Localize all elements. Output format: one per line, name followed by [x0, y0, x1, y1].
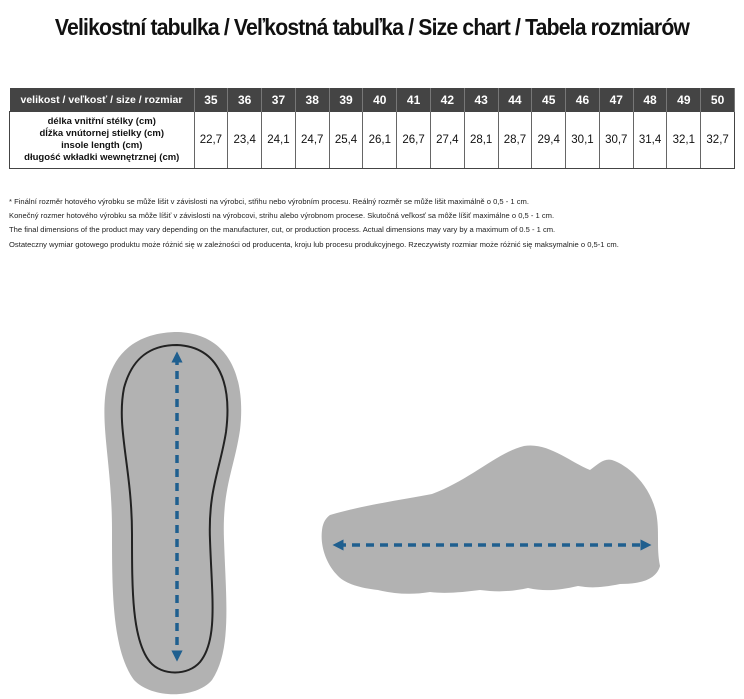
length-cell: 28,1	[464, 112, 498, 169]
shoe-side-icon	[322, 445, 660, 593]
size-header-cell: 37	[262, 88, 296, 112]
size-header-cell: 48	[633, 88, 667, 112]
length-cell: 30,1	[566, 112, 600, 169]
size-header-cell: 39	[329, 88, 363, 112]
length-cell: 29,4	[532, 112, 566, 169]
length-cell: 31,4	[633, 112, 667, 169]
size-header-cell: 38	[295, 88, 329, 112]
size-header-cell: 46	[566, 88, 600, 112]
length-cell: 24,7	[295, 112, 329, 169]
size-header-cell: 41	[397, 88, 431, 112]
length-cell: 28,7	[498, 112, 532, 169]
insole-outline-icon	[104, 332, 241, 694]
size-header-cell: 35	[194, 88, 228, 112]
length-cell: 22,7	[194, 112, 228, 169]
size-header-cell: 36	[228, 88, 262, 112]
length-cell: 26,1	[363, 112, 397, 169]
page-title: Velikostní tabulka / Veľkostná tabuľka / Size chart / Tabela rozmiarów	[54, 14, 690, 40]
note-sk: Konečný rozmer hotového výrobku sa môže líšiť v závislosti na výrobcovi, strihu alebo výrobnom procese. Skutočná veľkosť sa môže líšiť maximálne o 0,5 - 1 cm.	[9, 211, 555, 221]
note-en: The final dimensions of the product may vary depending on the manufacturer, cut, or production process. Actual dimensions may vary by a maximum of 0.5 - 1 cm.	[9, 225, 556, 235]
row-label-cz: délka vnitřní stélky (cm)	[47, 116, 156, 127]
row-label-pl: długość wkładki wewnętrznej (cm)	[24, 152, 180, 163]
size-header-cell: 42	[430, 88, 464, 112]
note-pl: Ostateczny wymiar gotowego produktu może różnić się w zależności od producenta, kroju lub procesu produkcyjnego. Rzeczywisty rozmiar może różnić się maksymalnie o 0,5-1 cm.	[9, 239, 619, 249]
shoe-shape	[322, 445, 660, 593]
length-cell: 24,1	[262, 112, 296, 169]
note-cz: * Finální rozměr hotového výrobku se může lišit v závislosti na výrobci, střihu nebo výrobním procesu. Reálný rozměr se může lišit maximálně o 0,5 - 1 cm.	[9, 197, 529, 206]
length-cell: 26,7	[397, 112, 431, 169]
size-header-cell: 49	[667, 88, 701, 112]
size-header-cell: 45	[532, 88, 566, 112]
length-cell: 27,4	[430, 112, 464, 169]
size-header-cell: 50	[701, 88, 735, 112]
size-header-cell: 44	[498, 88, 532, 112]
row-label-sk: dĺžka vnútornej stielky (cm)	[39, 128, 165, 139]
size-header-cell: 43	[464, 88, 498, 112]
length-cell: 30,7	[599, 112, 633, 169]
size-header-cell: 47	[599, 88, 633, 112]
length-cell: 23,4	[228, 112, 262, 169]
length-cell: 32,7	[701, 112, 735, 169]
size-header-label: velikost / veľkosť / size / rozmiar	[10, 88, 195, 112]
size-header-cell: 40	[363, 88, 397, 112]
length-cell: 32,1	[667, 112, 701, 169]
row-label-en: insole length (cm)	[61, 140, 143, 151]
length-cell: 25,4	[329, 112, 363, 169]
